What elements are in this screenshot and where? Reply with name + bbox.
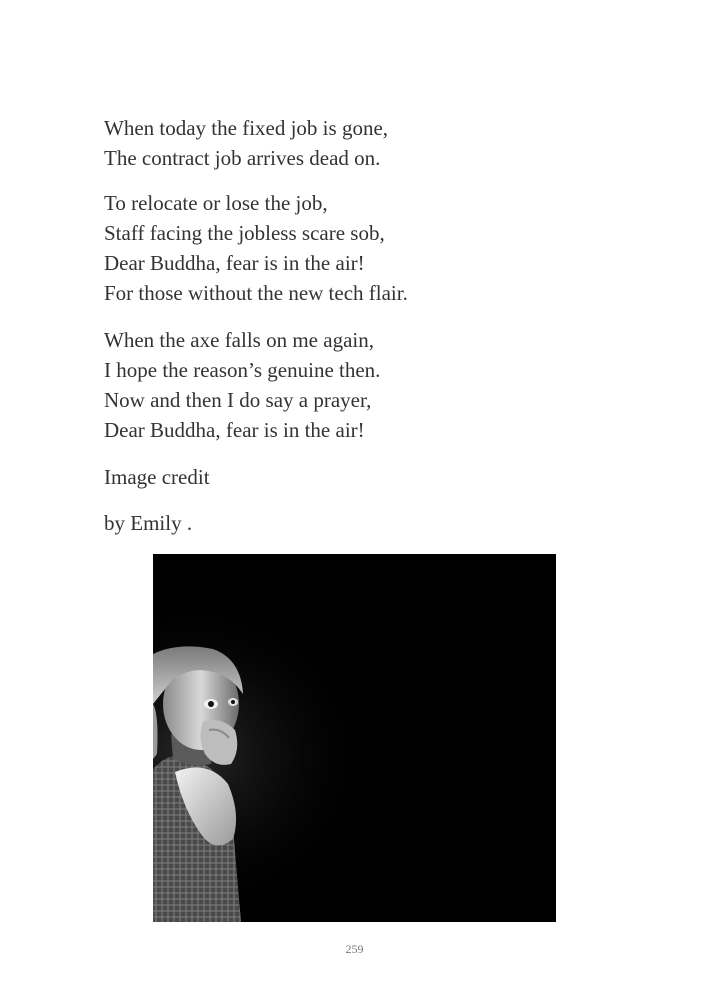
poem-line: Dear Buddha, fear is in the air!	[104, 251, 365, 275]
poem-line: I hope the reason’s genuine then.	[104, 358, 381, 382]
poem-line: When the axe falls on me again,	[104, 328, 374, 352]
poem-stanza-1	[104, 113, 388, 173]
photo-child-portrait	[153, 554, 556, 922]
image-credit-byline: by Emily .	[104, 511, 193, 535]
poem-line: Dear Buddha, fear is in the air!	[104, 418, 365, 442]
child-portrait-illustration	[153, 554, 556, 922]
poem-stanza-3	[104, 325, 380, 445]
poem-line: The contract job arrives dead on.	[104, 146, 381, 170]
poem-line: Now and then I do say a prayer,	[104, 388, 372, 412]
image-credit-label: Image credit	[104, 465, 210, 489]
poem-line: To relocate or lose the job,	[104, 191, 328, 215]
poem-line: For those without the new tech flair.	[104, 281, 408, 305]
poem-line: When today the fixed job is gone,	[104, 116, 389, 140]
poem-line: Staff facing the jobless scare sob,	[104, 221, 385, 245]
page-number: 259	[345, 942, 364, 956]
poem-stanza-2	[104, 188, 408, 308]
